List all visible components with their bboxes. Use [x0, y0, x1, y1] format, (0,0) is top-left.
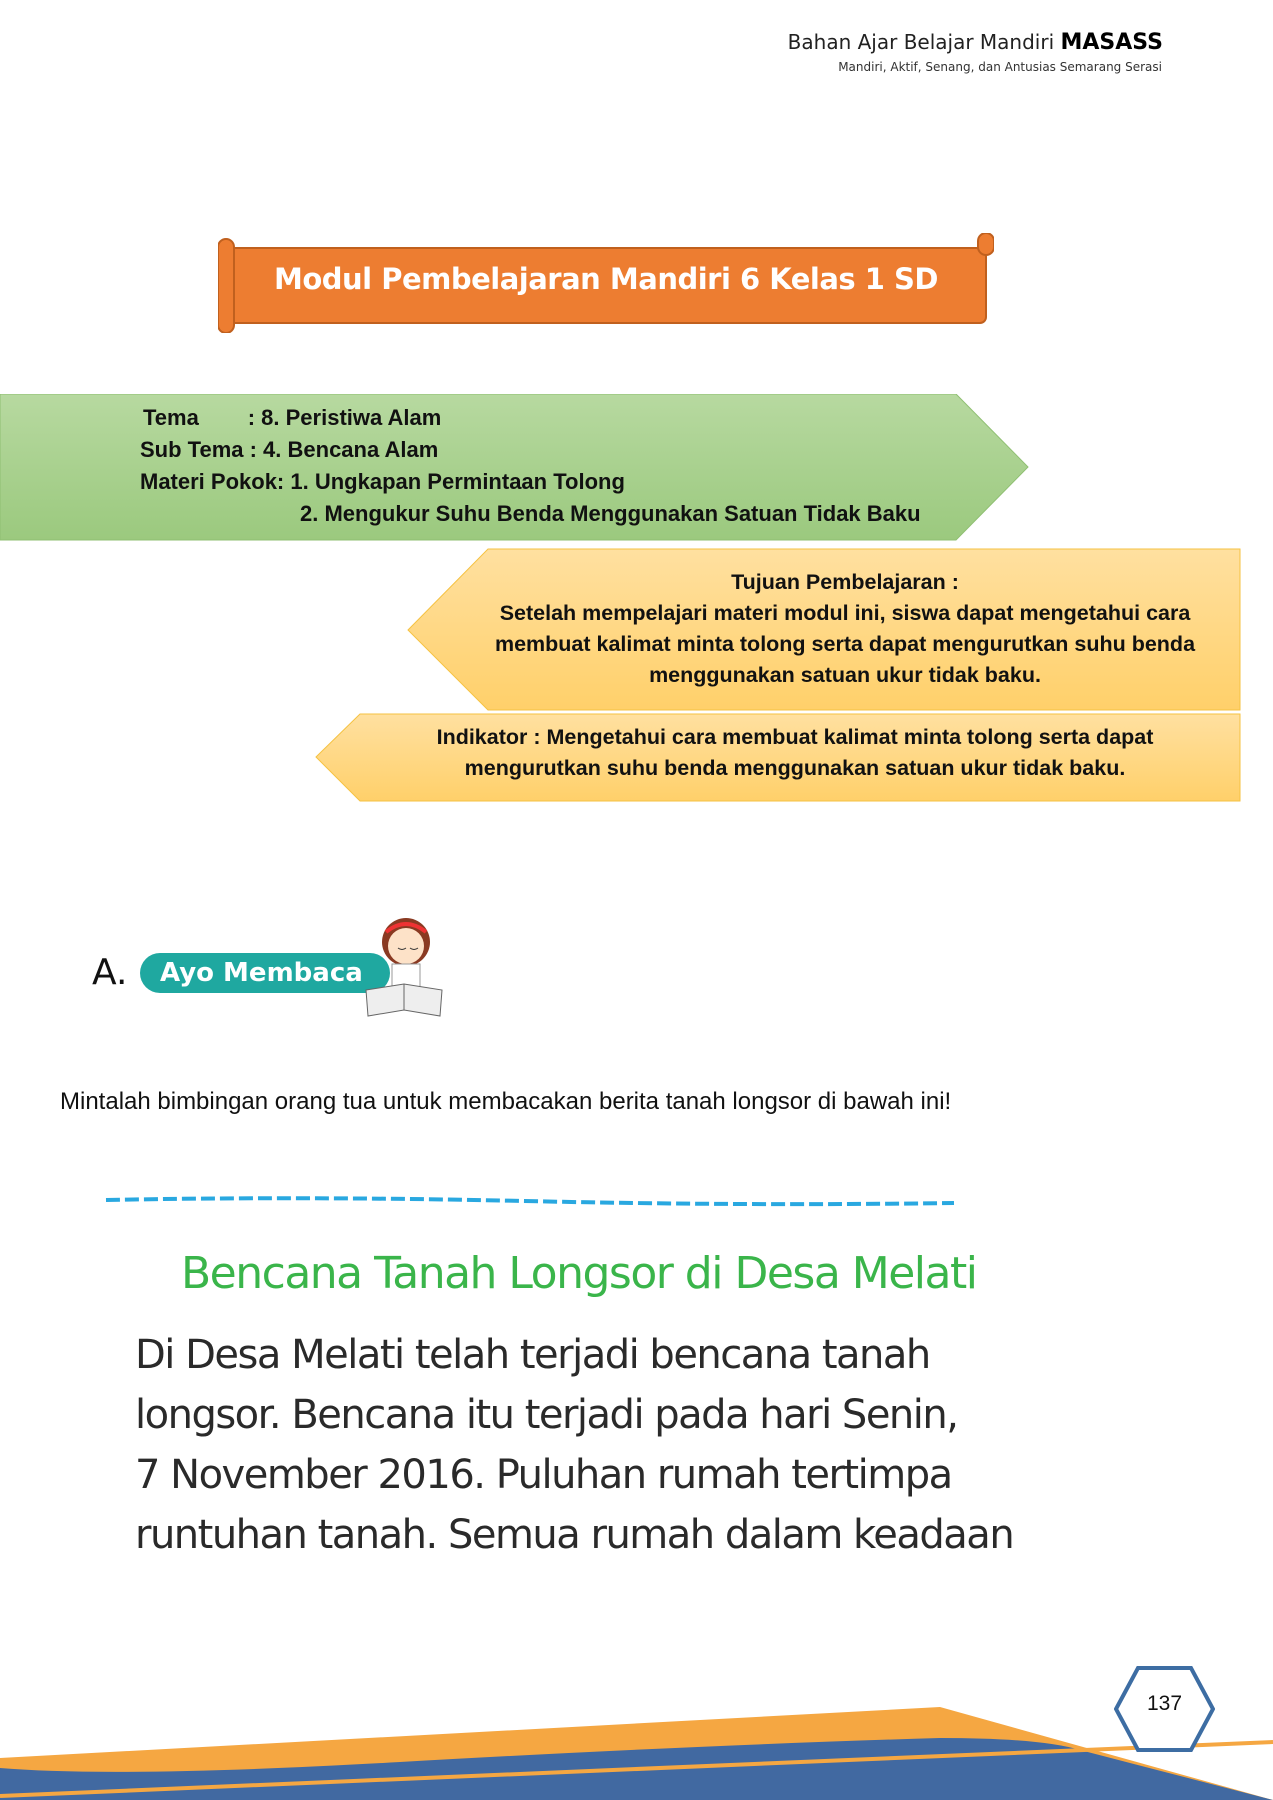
page-number: 137: [1146, 1692, 1183, 1715]
story-line: 7 November 2016. Puluhan rumah tertimpa: [135, 1452, 952, 1498]
materi-line-1: Materi Pokok: 1. Ungkapan Permintaan Tolong: [140, 469, 625, 494]
header-tagline: Mandiri, Aktif, Senang, dan Antusias Semarang Serasi: [838, 60, 1162, 74]
instruction-text: Mintalah bimbingan orang tua untuk membacakan berita tanah longsor di bawah ini!: [60, 1088, 952, 1115]
tema-line: Tema : 8. Peristiwa Alam: [143, 405, 442, 430]
header-title: Bahan Ajar Belajar Mandiri MASASS: [787, 30, 1163, 55]
story-line: runtuhan tanah. Semua rumah dalam keadaan: [135, 1512, 1014, 1558]
section-letter: A.: [92, 952, 128, 993]
story-title: Bencana Tanah Longsor di Desa Melati: [181, 1248, 977, 1299]
brand: MASASS: [1060, 30, 1163, 55]
indikator-text: Indikator : Mengetahui cara membuat kalimat minta tolong serta dapat mengurutkan suhu benda menggunakan satuan ukur tidak baku.: [436, 725, 1154, 780]
story-line: Di Desa Melati telah terjadi bencana tanah: [135, 1332, 930, 1378]
story-line: longsor. Bencana itu terjadi pada hari Senin,: [135, 1392, 958, 1438]
dashed-divider: [104, 1192, 956, 1210]
subtema-line: Sub Tema : 4. Bencana Alam: [140, 437, 439, 462]
tujuan-text: Setelah mempelajari materi modul ini, siswa dapat mengetahui cara membuat kalimat minta tolong serta dapat mengurutkan suhu benda menggunakan satuan ukur tidak baku.: [494, 601, 1196, 687]
tujuan-heading: Tujuan Pembelajaran :: [731, 570, 959, 594]
girl-reading-illustration: [362, 912, 444, 1024]
materi-line-2: 2. Mengukur Suhu Benda Menggunakan Satuan Tidak Baku: [300, 501, 921, 526]
module-title: Modul Pembelajaran Mandiri 6 Kelas 1 SD: [273, 262, 939, 296]
footer-waves: [0, 1650, 1273, 1800]
section-label-pill: Ayo Membaca: [140, 953, 390, 993]
